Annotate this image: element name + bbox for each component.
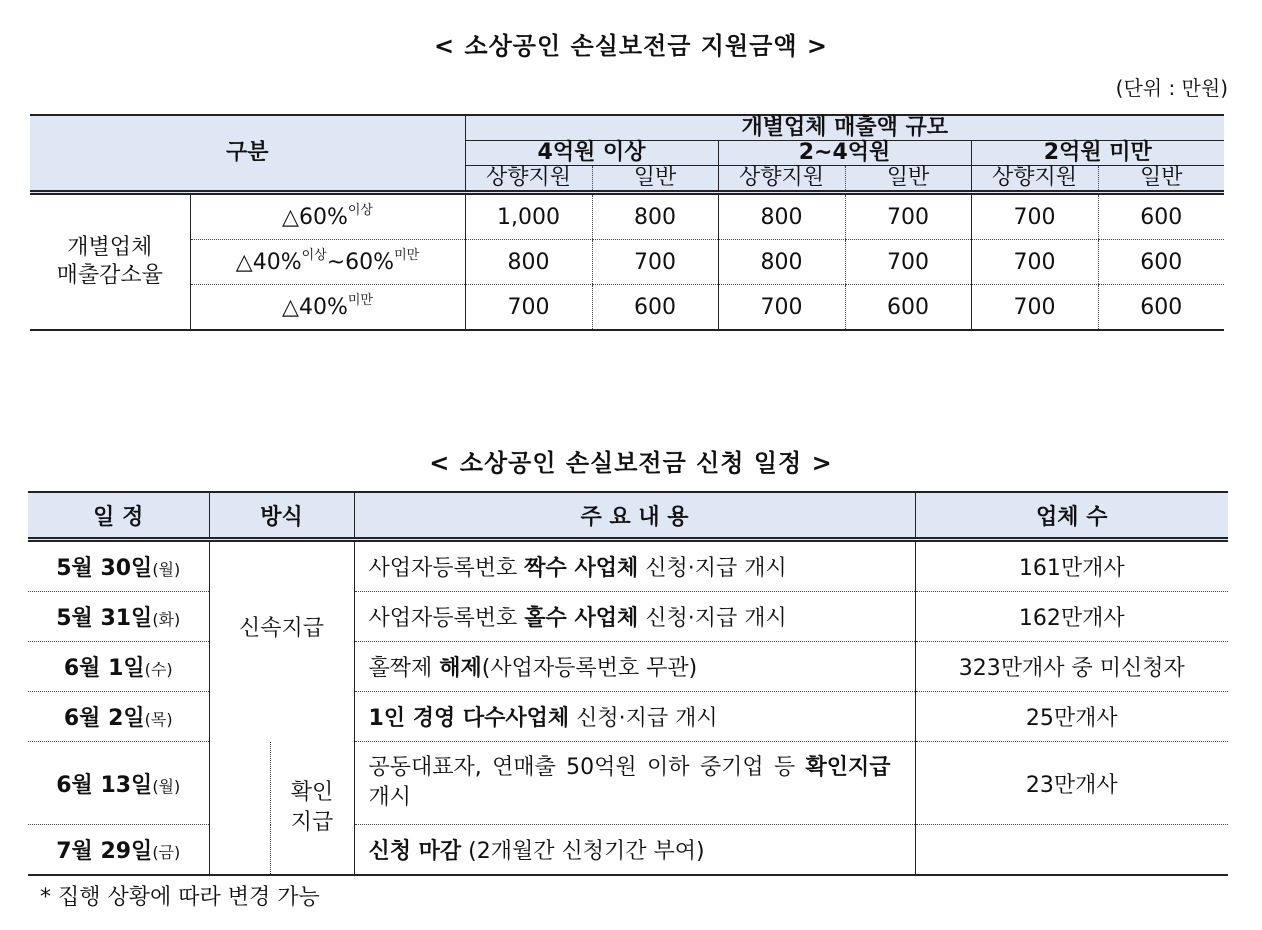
- amount-cell: 700: [971, 285, 1098, 331]
- method-fast: 신속지급: [209, 540, 354, 742]
- header-date: 일 정: [28, 492, 209, 540]
- schedule-content: 사업자등록번호 홀수 사업체 신청·지급 개시: [354, 592, 915, 642]
- amount-cell: 600: [592, 285, 718, 331]
- schedule-count: 25만개사: [915, 692, 1228, 742]
- amount-cell: 800: [592, 193, 718, 240]
- header-group: 4억원 이상: [465, 141, 718, 166]
- support-table-title: < 소상공인 손실보전금 지원금액 >: [433, 32, 829, 60]
- method-spacer: [209, 742, 270, 876]
- schedule-content: 사업자등록번호 짝수 사업체 신청·지급 개시: [354, 540, 915, 592]
- amount-cell: 1,000: [465, 193, 592, 240]
- header-sub: 상향지원: [465, 166, 592, 193]
- schedule-date: 5월 31일(화): [28, 592, 209, 642]
- amount-cell: 700: [971, 240, 1098, 285]
- unit-label: (단위 : 만원): [1115, 76, 1228, 100]
- header-group: 2억원 미만: [971, 141, 1224, 166]
- amount-cell: 800: [465, 240, 592, 285]
- schedule-count: 161만개사: [915, 540, 1228, 592]
- header-sub: 상향지원: [971, 166, 1098, 193]
- rate-label: △60%$^{이상}$: [190, 193, 465, 240]
- schedule-date: 7월 29일(금): [28, 825, 209, 876]
- amount-cell: 700: [971, 193, 1098, 240]
- header-sub: 일반: [845, 166, 971, 193]
- amount-cell: 800: [718, 193, 845, 240]
- schedule-date: 6월 2일(목): [28, 692, 209, 742]
- amount-cell: 700: [465, 285, 592, 331]
- amount-cell: 600: [845, 285, 971, 331]
- schedule-content: 공동대표자, 연매출 50억원 이하 중기업 등 확인지급 개시: [354, 742, 915, 825]
- row-header: [30, 193, 190, 331]
- header-group: 2~4억원: [718, 141, 971, 166]
- schedule-table: [28, 491, 1228, 876]
- row-header-line: 개별업체: [67, 235, 153, 260]
- support-amount-table: [30, 114, 1224, 331]
- amount-cell: 700: [845, 240, 971, 285]
- amount-cell: 700: [592, 240, 718, 285]
- header-count: 업체 수: [915, 492, 1228, 540]
- header-content: 주 요 내 용: [354, 492, 915, 540]
- rate-label: △40%$^{이상}$~60%$^{미만}$: [190, 240, 465, 285]
- header-sub: 상향지원: [718, 166, 845, 193]
- schedule-count: [915, 825, 1228, 876]
- amount-cell: 600: [1098, 193, 1224, 240]
- header-sub: 일반: [1098, 166, 1224, 193]
- schedule-count: 323만개사 중 미신청자: [915, 642, 1228, 692]
- footnote: * 집행 상황에 따라 변경 가능: [40, 885, 320, 910]
- header-scale: 개별업체 매출액 규모: [465, 115, 1224, 141]
- method-confirm: 확인 지급: [270, 742, 354, 876]
- schedule-content: 1인 경영 다수사업체 신청·지급 개시: [354, 692, 915, 742]
- schedule-table-title: < 소상공인 손실보전금 신청 일정 >: [429, 449, 833, 477]
- schedule-count: 162만개사: [915, 592, 1228, 642]
- rate-label: △40%$^{미만}$: [190, 285, 465, 331]
- amount-cell: 700: [845, 193, 971, 240]
- schedule-date: 5월 30일(월): [28, 540, 209, 592]
- schedule-count: 23만개사: [915, 742, 1228, 825]
- row-header-line: 매출감소율: [56, 263, 163, 288]
- header-method: 방식: [209, 492, 354, 540]
- schedule-content: 신청 마감 (2개월간 신청기간 부여): [354, 825, 915, 876]
- schedule-content: 홀짝제 해제(사업자등록번호 무관): [354, 642, 915, 692]
- amount-cell: 800: [718, 240, 845, 285]
- amount-cell: 600: [1098, 240, 1224, 285]
- schedule-date: 6월 1일(수): [28, 642, 209, 692]
- header-category: 구분: [30, 115, 465, 193]
- schedule-date: 6월 13일(월): [28, 742, 209, 825]
- amount-cell: 600: [1098, 285, 1224, 331]
- amount-cell: 700: [718, 285, 845, 331]
- header-sub: 일반: [592, 166, 718, 193]
